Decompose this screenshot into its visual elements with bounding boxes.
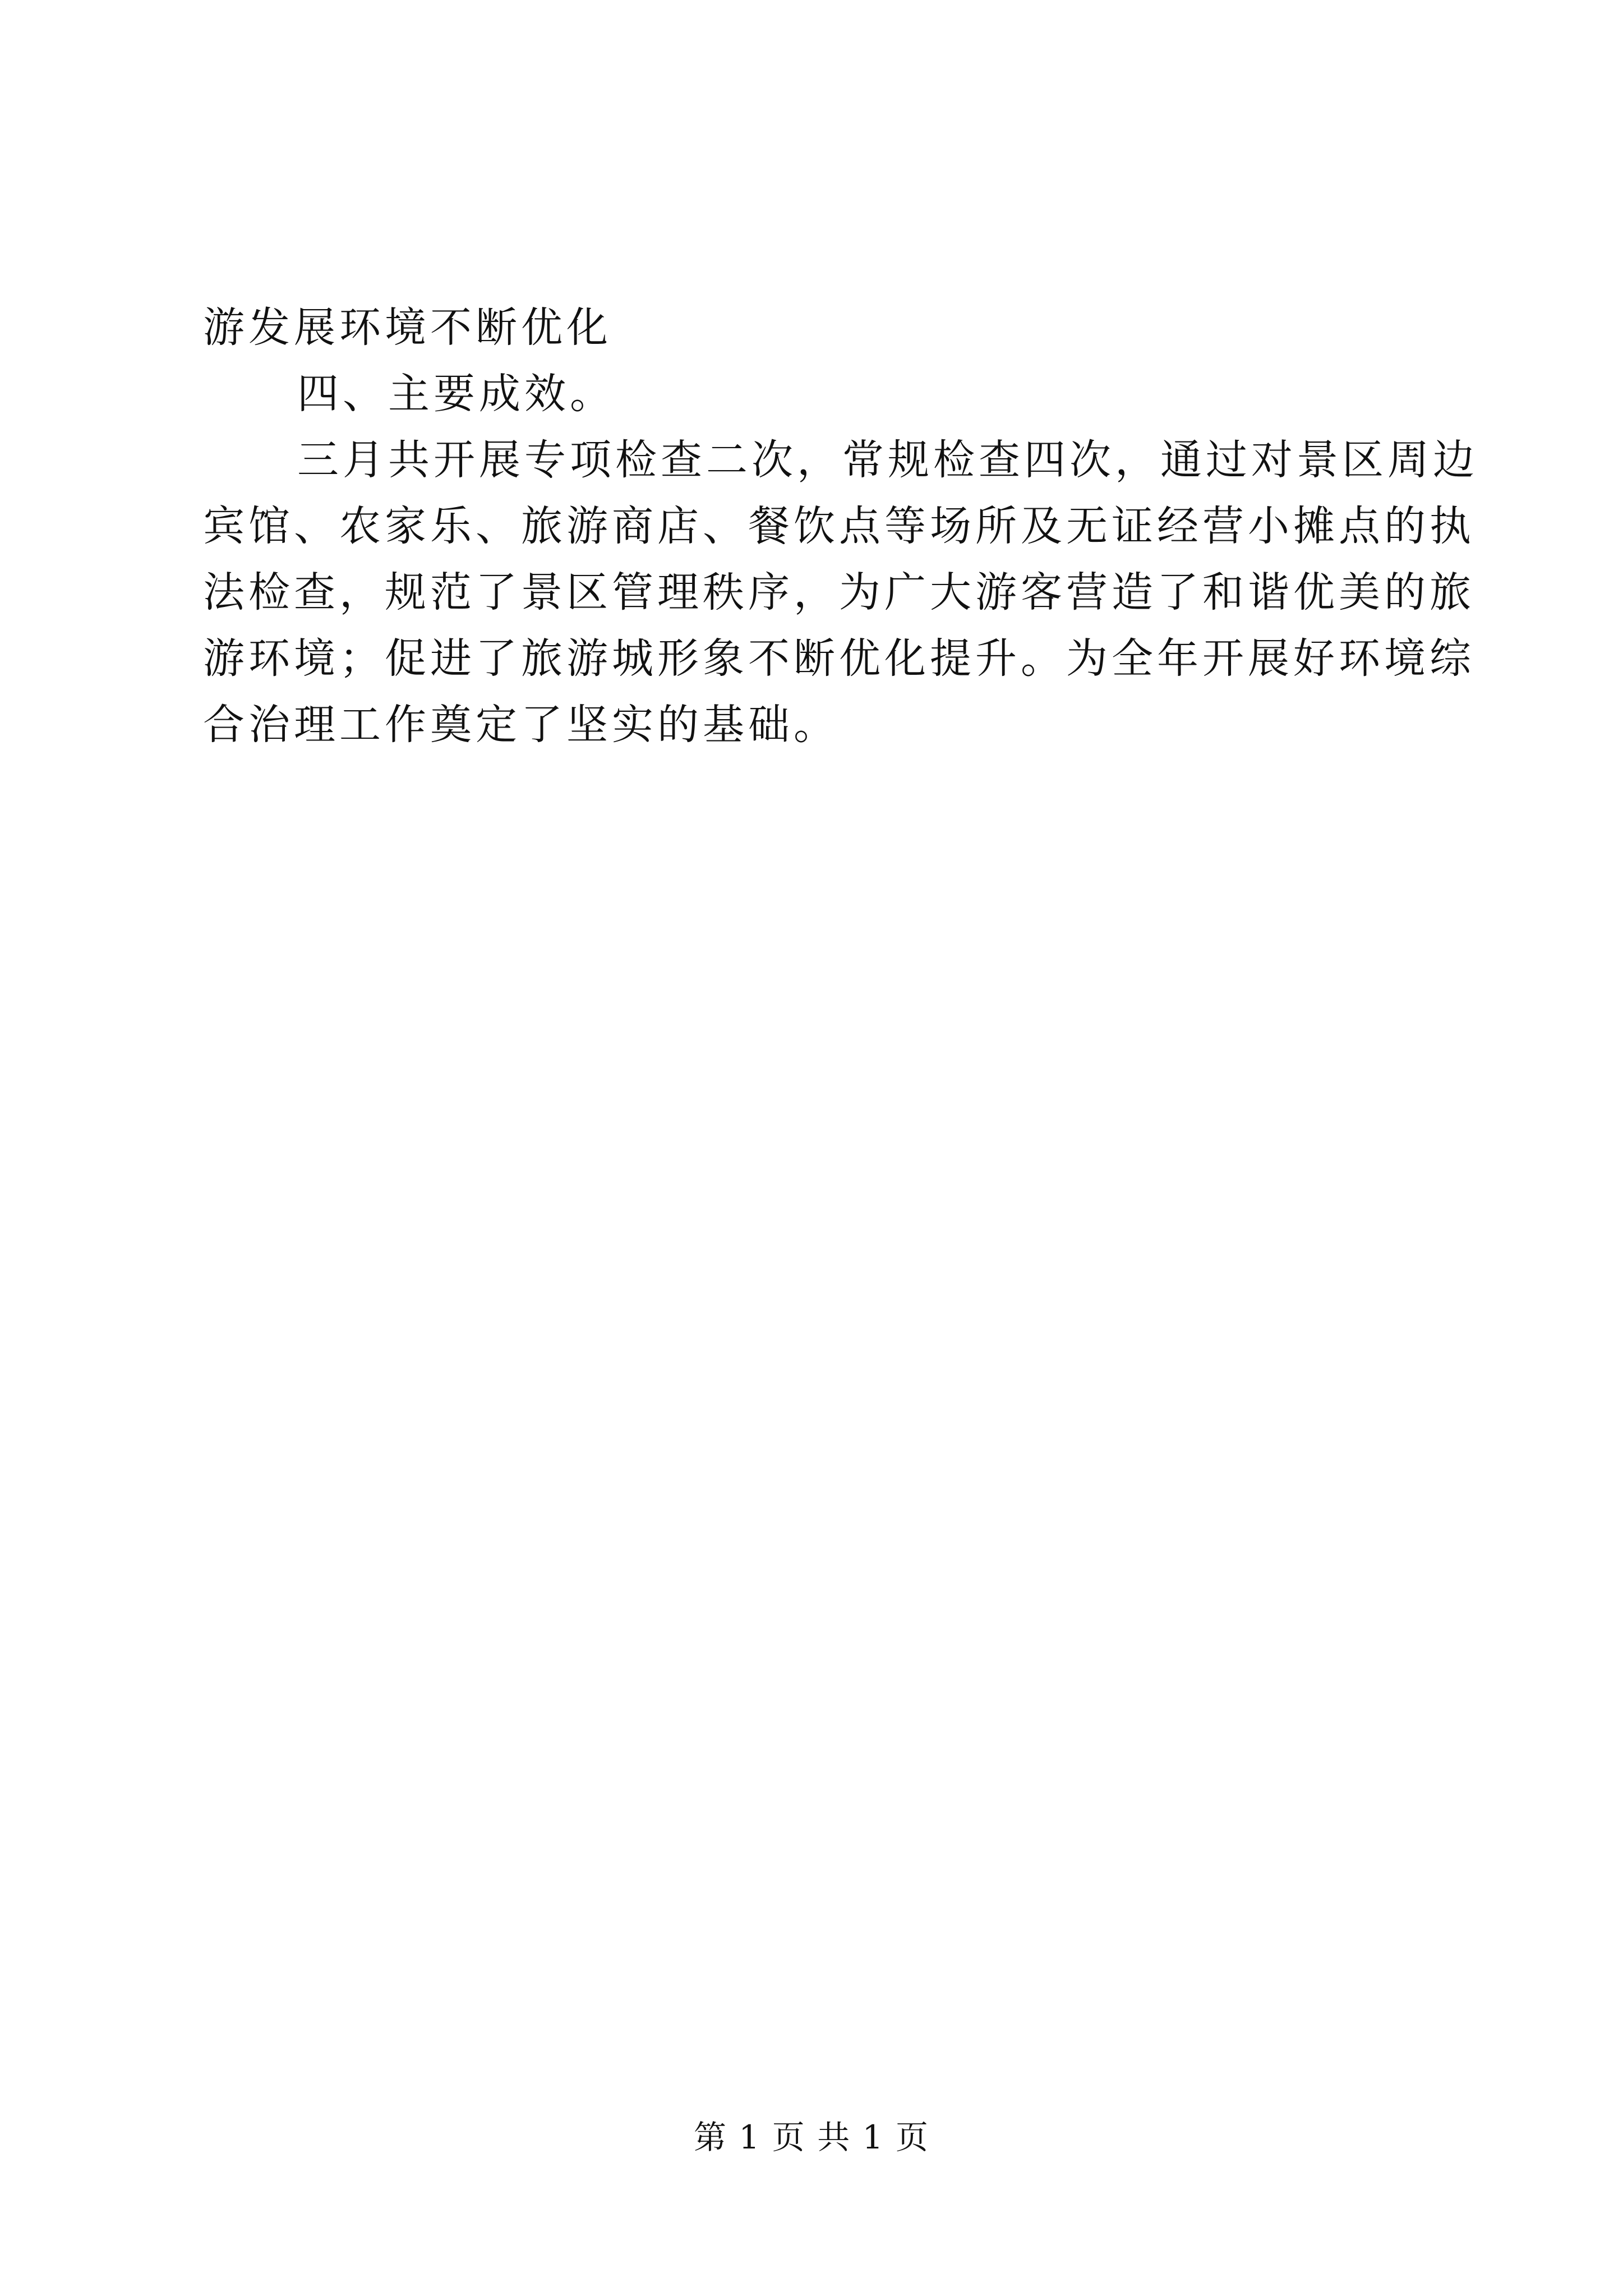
section-heading: 四、主要成效。	[297, 370, 615, 418]
paragraph-line: 合治理工作奠定了坚实的基础。	[203, 701, 839, 749]
page-number-footer: 第 1 页 共 1 页	[694, 2118, 929, 2156]
document-body	[203, 295, 1478, 758]
paragraph-line: 法检查，规范了景区管理秩序，为广大游客营造了和谐优美的旅	[203, 568, 1475, 616]
paragraph-line: 游环境；促进了旅游城形象不断优化提升。为全年开展好环境综	[203, 634, 1475, 683]
paragraph-line: 三月共开展专项检查二次，常规检查四次，通过对景区周边	[297, 436, 1478, 484]
paragraph-line: 宾馆、农家乐、旅游商店、餐饮点等场所及无证经营小摊点的执	[203, 502, 1475, 550]
paragraph-line-continuation: 游发展环境不断优化	[203, 303, 612, 352]
